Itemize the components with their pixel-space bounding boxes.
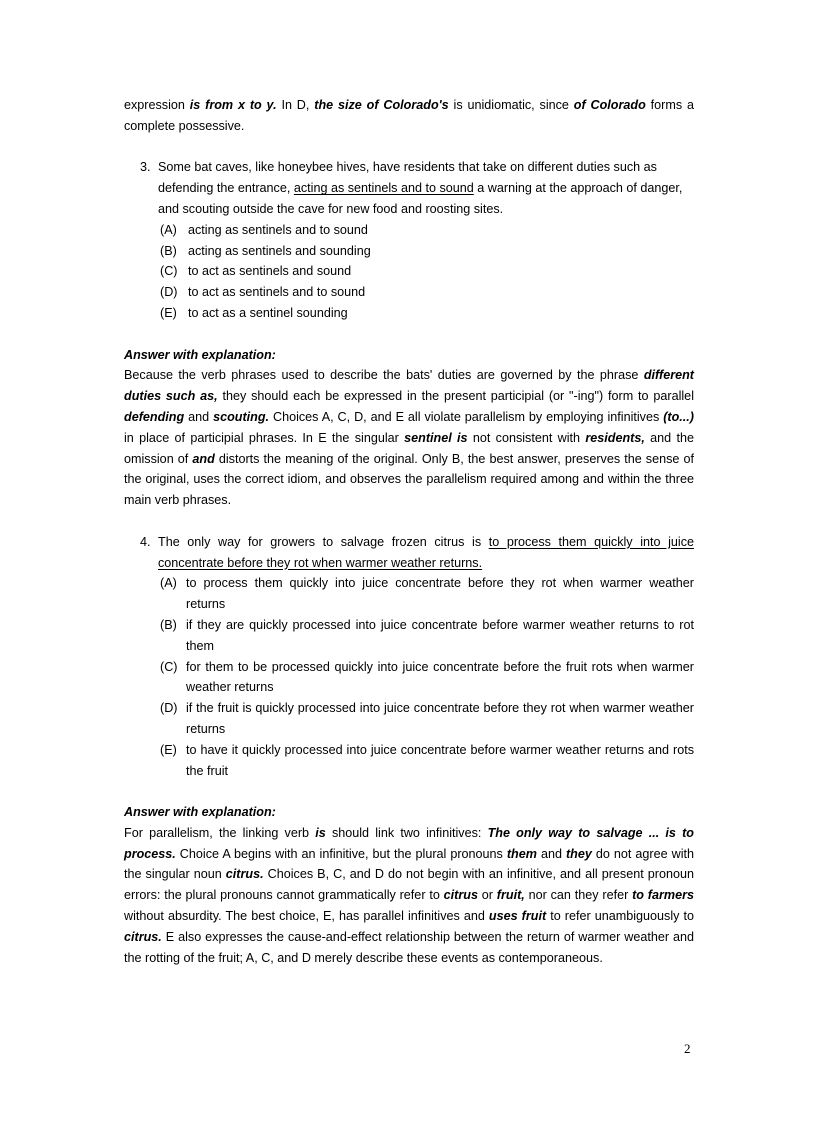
explanation-4: For parallelism, the linking verb is should link two infinitives: The only way to salvage ... is to process. Choice A begins with an infinitive, but the plural pronouns them and they do not agree with the singular noun citrus. Choices B, C, and D do not begin with an infinitive, and all present pronoun errors: the plural pronouns cannot grammatically refer to citrus or fruit, nor can they refer to farmers without absurdity. The best choice, E, has parallel infinitives and uses fruit to refer unambiguously to citrus. E also expresses the cause-and-effect relationship between the return of warmer weather and the rotting of the fruit; A, C, and D merely describe these events as contemporaneous. <box>124 825 695 965</box>
option-e: (E) to act as a sentinel sounding <box>160 305 348 320</box>
intro-paragraph: expression is from x to y. In D, the size of Colorado's is unidiomatic, since of Colorado forms a complete possessive. <box>124 98 694 133</box>
option-e: (E) to have it quickly processed into juice concentrate before warmer weather returns and rots the fruit <box>160 742 694 778</box>
option-c: (C) for them to be processed quickly into juice concentrate before the fruit rots when warmer weather returns <box>160 659 694 695</box>
explanation-heading: Answer with explanation: <box>124 347 276 362</box>
option-d: (D) if the fruit is quickly processed into juice concentrate before they rot when warmer weather returns <box>160 701 694 736</box>
question-4 <box>140 532 694 782</box>
page-number: 2 <box>684 1041 691 1056</box>
explanation-heading: Answer with explanation: <box>124 805 276 820</box>
underlined-phrase: to process them quickly into juice concentrate before they rot when warmer weather returns. <box>158 534 695 570</box>
question-3-stem: 3. Some bat caves, like honeybee hives, have residents that take on different duties such as defending the entrance, acting as sentinels and to sound a warning at the approach of danger, and scouting outside the cave for new food and roosting sites. <box>140 160 683 216</box>
explanation-3: Because the verb phrases used to describe the bats' duties are governed by the phrase different duties such as, they should each be expressed in the present participial (or "-ing") form to parallel defending and scouting. Choices A, C, D, and E all violate parallelism by employing infinitives (to...) in place of participial phrases. In E the singular sentinel is not consistent with residents, and the omission of and distorts the meaning of the original. Only B, the best answer, preserves the sense of the original, uses the correct idiom, and observes the parallelism required among and within the three main verb phrases. <box>124 368 694 508</box>
option-a: (A) to process them quickly into juice concentrate before they rot when warmer weather returns <box>160 576 694 612</box>
option-c: (C) to act as sentinels and sound <box>160 264 352 279</box>
option-d: (D) to act as sentinels and to sound <box>160 285 366 300</box>
underlined-phrase: acting as sentinels and to sound <box>293 181 474 196</box>
document-page <box>124 95 694 968</box>
option-b: (B) acting as sentinels and sounding <box>160 243 371 258</box>
question-3-options <box>160 220 694 324</box>
option-b: (B) if they are quickly processed into juice concentrate before warmer weather returns to rot them <box>160 617 694 653</box>
question-3 <box>140 157 694 323</box>
option-a: (A) acting as sentinels and to sound <box>160 222 368 237</box>
question-4-stem: 4. The only way for growers to salvage frozen citrus is to process them quickly into juice concentrate before they rot when warmer weather returns. <box>140 534 695 570</box>
question-4-options <box>160 573 694 781</box>
